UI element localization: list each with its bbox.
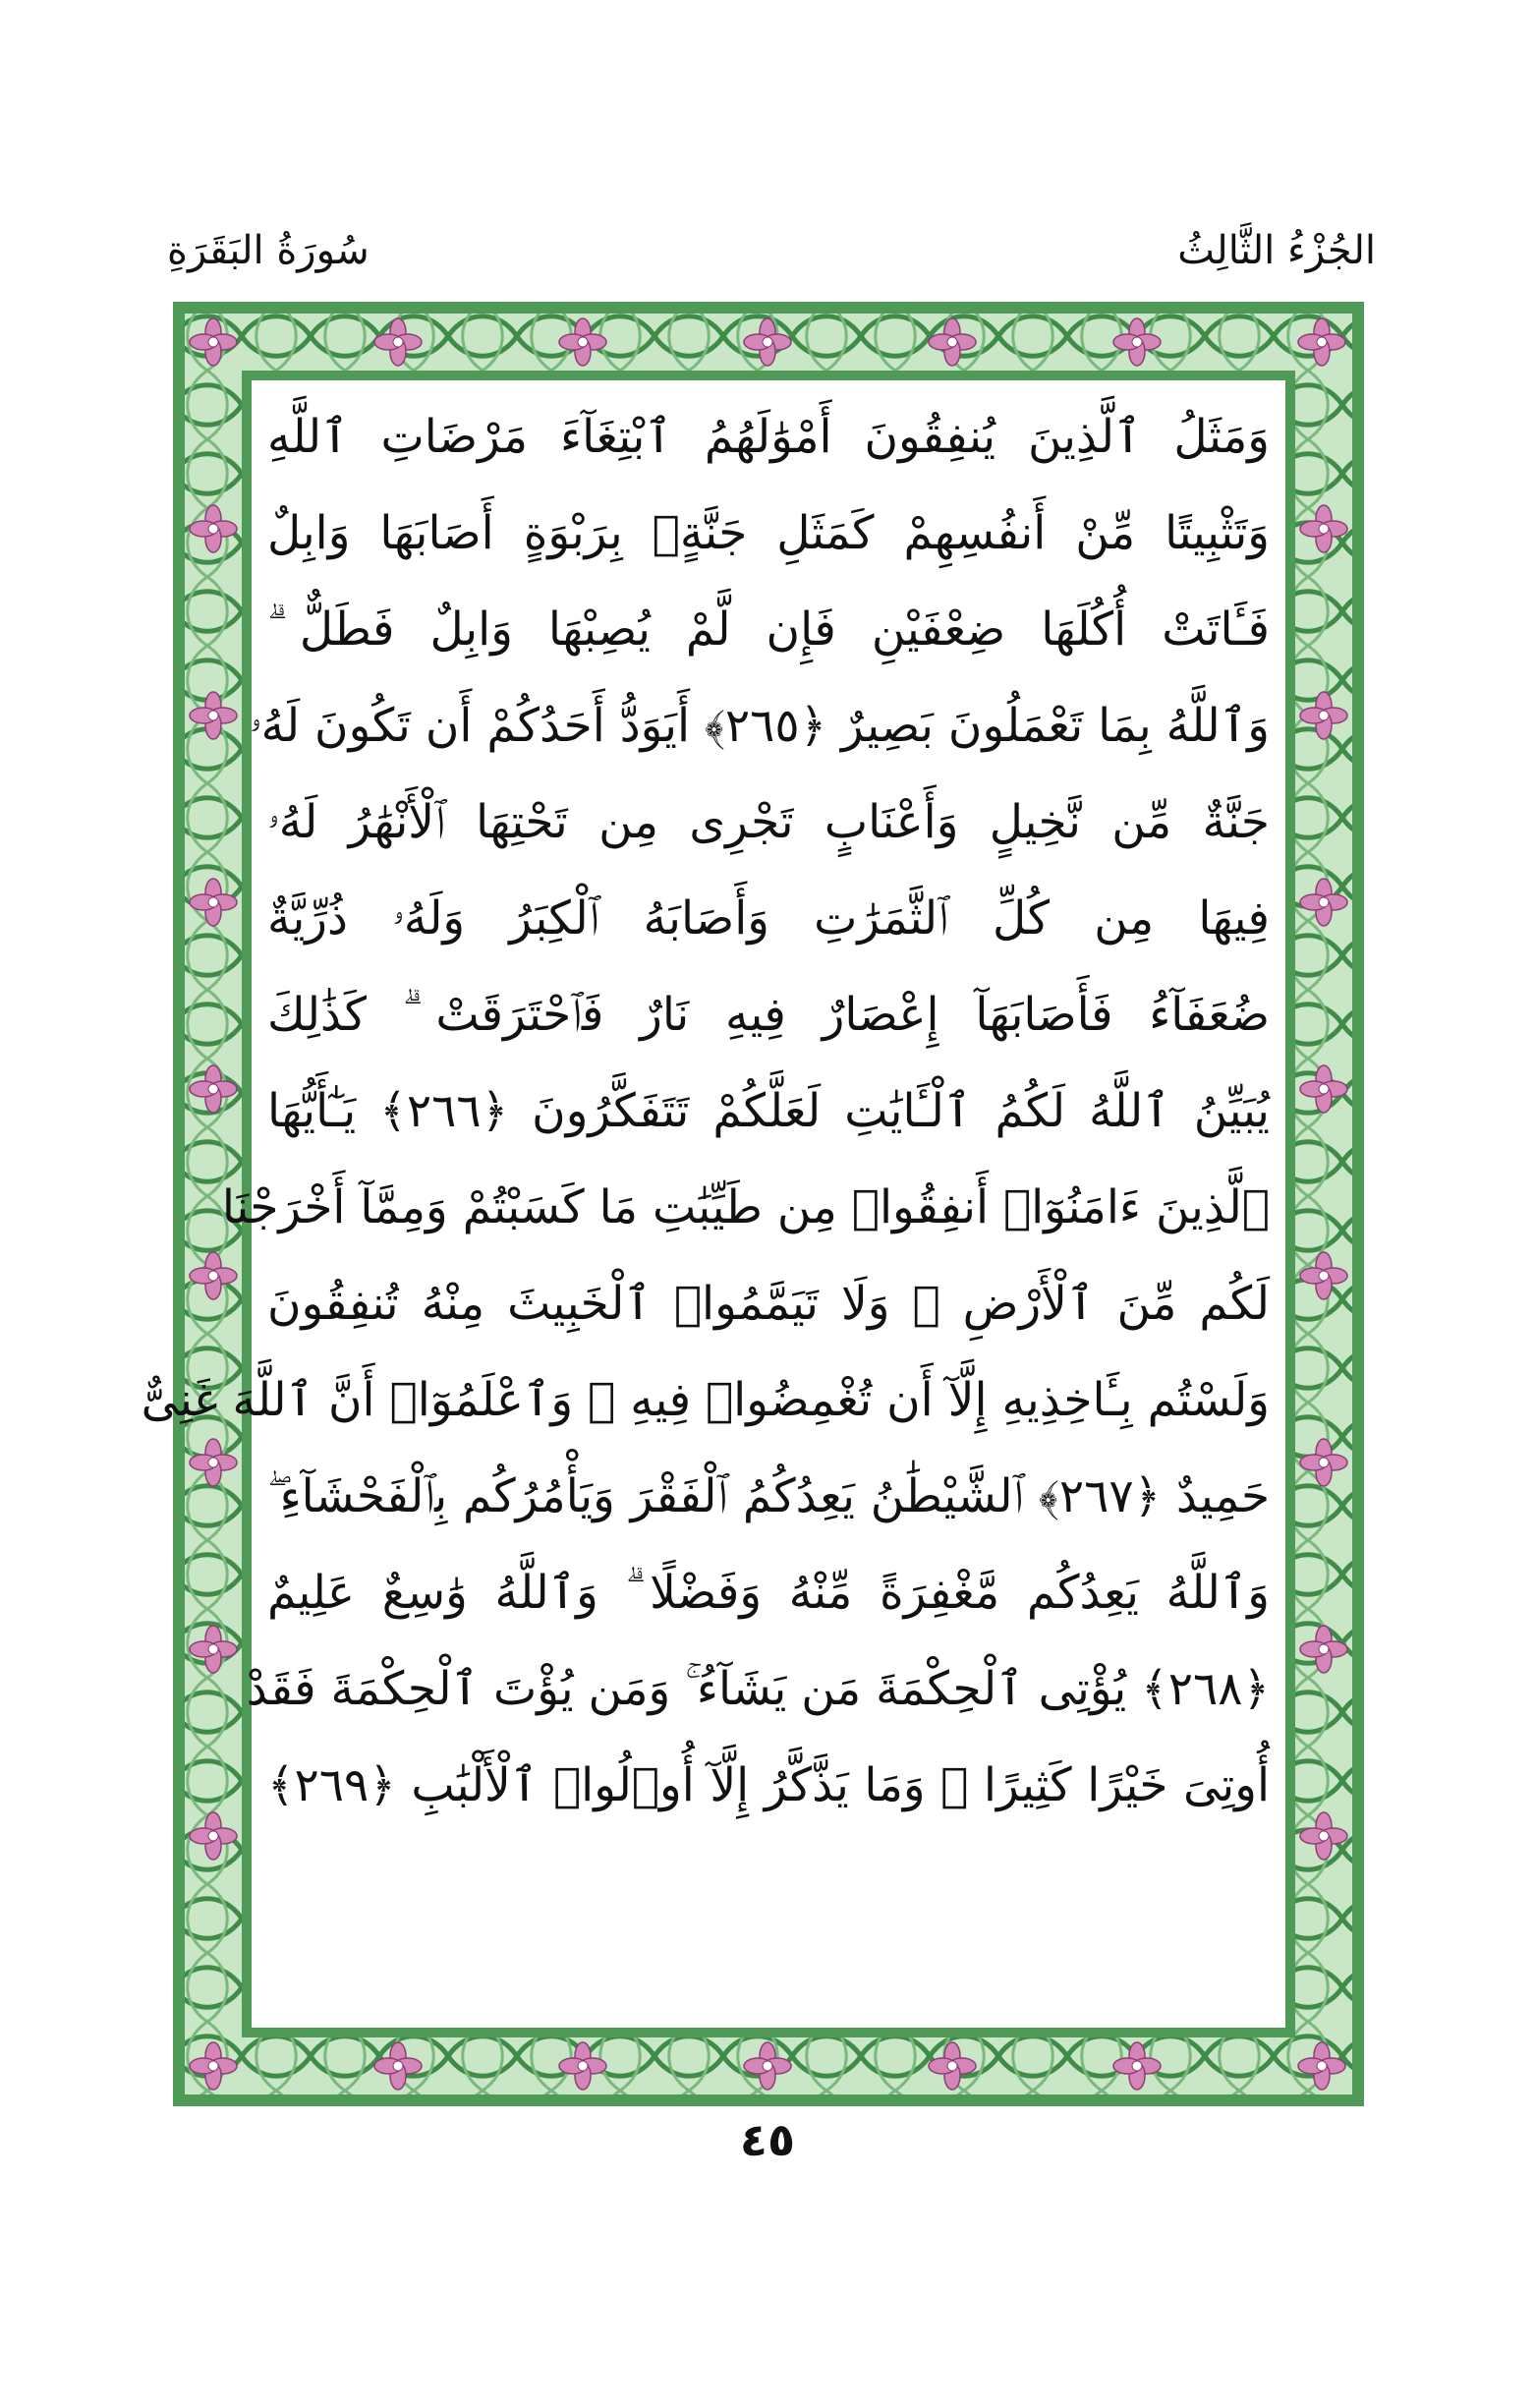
verse-line: وَٱللَّهُ يَعِدُكُم مَّغْفِرَةً مِّنْهُ وَفَضْلًا ۗ وَٱللَّهُ وَٰسِعٌ عَلِيمٌ (267, 1566, 1270, 1620)
verse-line: أُوتِىَ خَيْرًا كَثِيرًا ۗ وَمَا يَذَّكَّرُ إِلَّآ أُو۟لُوا۟ ٱلْأَلْبَٰبِ ﴿٢٦٩﴾ (267, 1758, 1270, 1812)
quran-text-panel (141, 389, 1278, 2017)
page-number: ٤٥ (739, 2113, 796, 2166)
verse-line: ضُعَفَآءُ فَأَصَابَهَآ إِعْصَارٌ فِيهِ نَارٌ فَٱحْتَرَقَتْ ۗ كَذَٰلِكَ (267, 988, 1270, 1042)
verse-line: ﴿٢٦٨﴾ يُؤْتِى ٱلْحِكْمَةَ مَن يَشَآءُ ۚ وَمَن يُؤْتَ ٱلْحِكْمَةَ فَقَدْ (246, 1662, 1270, 1716)
surah-title: سُورَةُ البَقَرَةِ (167, 228, 370, 273)
verse-line: فِيهَا مِن كُلِّ ٱلثَّمَرَٰتِ وَأَصَابَهُ ٱلْكِبَرُ وَلَهُۥ ذُرِّيَّةٌ (267, 891, 1270, 946)
verse-line: وَتَثْبِيتًا مِّنْ أَنفُسِهِمْ كَمَثَلِ جَنَّةٍۭ بِرَبْوَةٍ أَصَابَهَا وَابِلٌ (267, 506, 1270, 560)
verse-line: حَمِيدٌ ﴿٢٦٧﴾ ٱلشَّيْطَٰنُ يَعِدُكُمُ ٱلْفَقْرَ وَيَأْمُرُكُم بِٱلْفَحْشَآءِ ۖ (267, 1469, 1271, 1523)
juz-title: الجُزْءُ الثَّالِثُ (1177, 228, 1376, 273)
page-header (167, 228, 1376, 297)
verse-line: فَـَٔاتَتْ أُكُلَهَا ضِعْفَيْنِ فَإِن لَّمْ يُصِبْهَا وَابِلٌ فَطَلٌّ ۗ (267, 602, 1270, 657)
verse-line: وَٱللَّهُ بِمَا تَعْمَلُونَ بَصِيرٌ ﴿٢٦٥﴾ أَيَوَدُّ أَحَدُكُمْ أَن تَكُونَ لَهُۥ (249, 699, 1270, 753)
verse-line: وَلَسْتُم بِـَٔاخِذِيهِ إِلَّآ أَن تُغْمِضُوا۟ فِيهِ ۚ وَٱعْلَمُوٓا۟ أَنَّ ٱللَّهَ غَنِىٌّ (141, 1373, 1270, 1427)
verse-line: جَنَّةٌ مِّن نَّخِيلٍ وَأَعْنَابٍ تَجْرِى مِن تَحْتِهَا ٱلْأَنْهَٰرُ لَهُۥ (267, 795, 1270, 849)
verse-line: ٱلَّذِينَ ءَامَنُوٓا۟ أَنفِقُوا۟ مِن طَيِّبَٰتِ مَا كَسَبْتُمْ وَمِمَّآ أَخْرَجْنَا (221, 1180, 1270, 1234)
verse-line: وَمَثَلُ ٱلَّذِينَ يُنفِقُونَ أَمْوَٰلَهُمُ ٱبْتِغَآءَ مَرْضَاتِ ٱللَّهِ (267, 410, 1270, 464)
verse-line: لَكُم مِّنَ ٱلْأَرْضِ ۖ وَلَا تَيَمَّمُوا۟ ٱلْخَبِيثَ مِنْهُ تُنفِقُونَ (267, 1277, 1270, 1331)
verse-line: يُبَيِّنُ ٱللَّهُ لَكُمُ ٱلْـَٔايَٰتِ لَعَلَّكُمْ تَتَفَكَّرُونَ ﴿٢٦٦﴾ يَـٰٓأَيُّهَا (267, 1084, 1271, 1138)
